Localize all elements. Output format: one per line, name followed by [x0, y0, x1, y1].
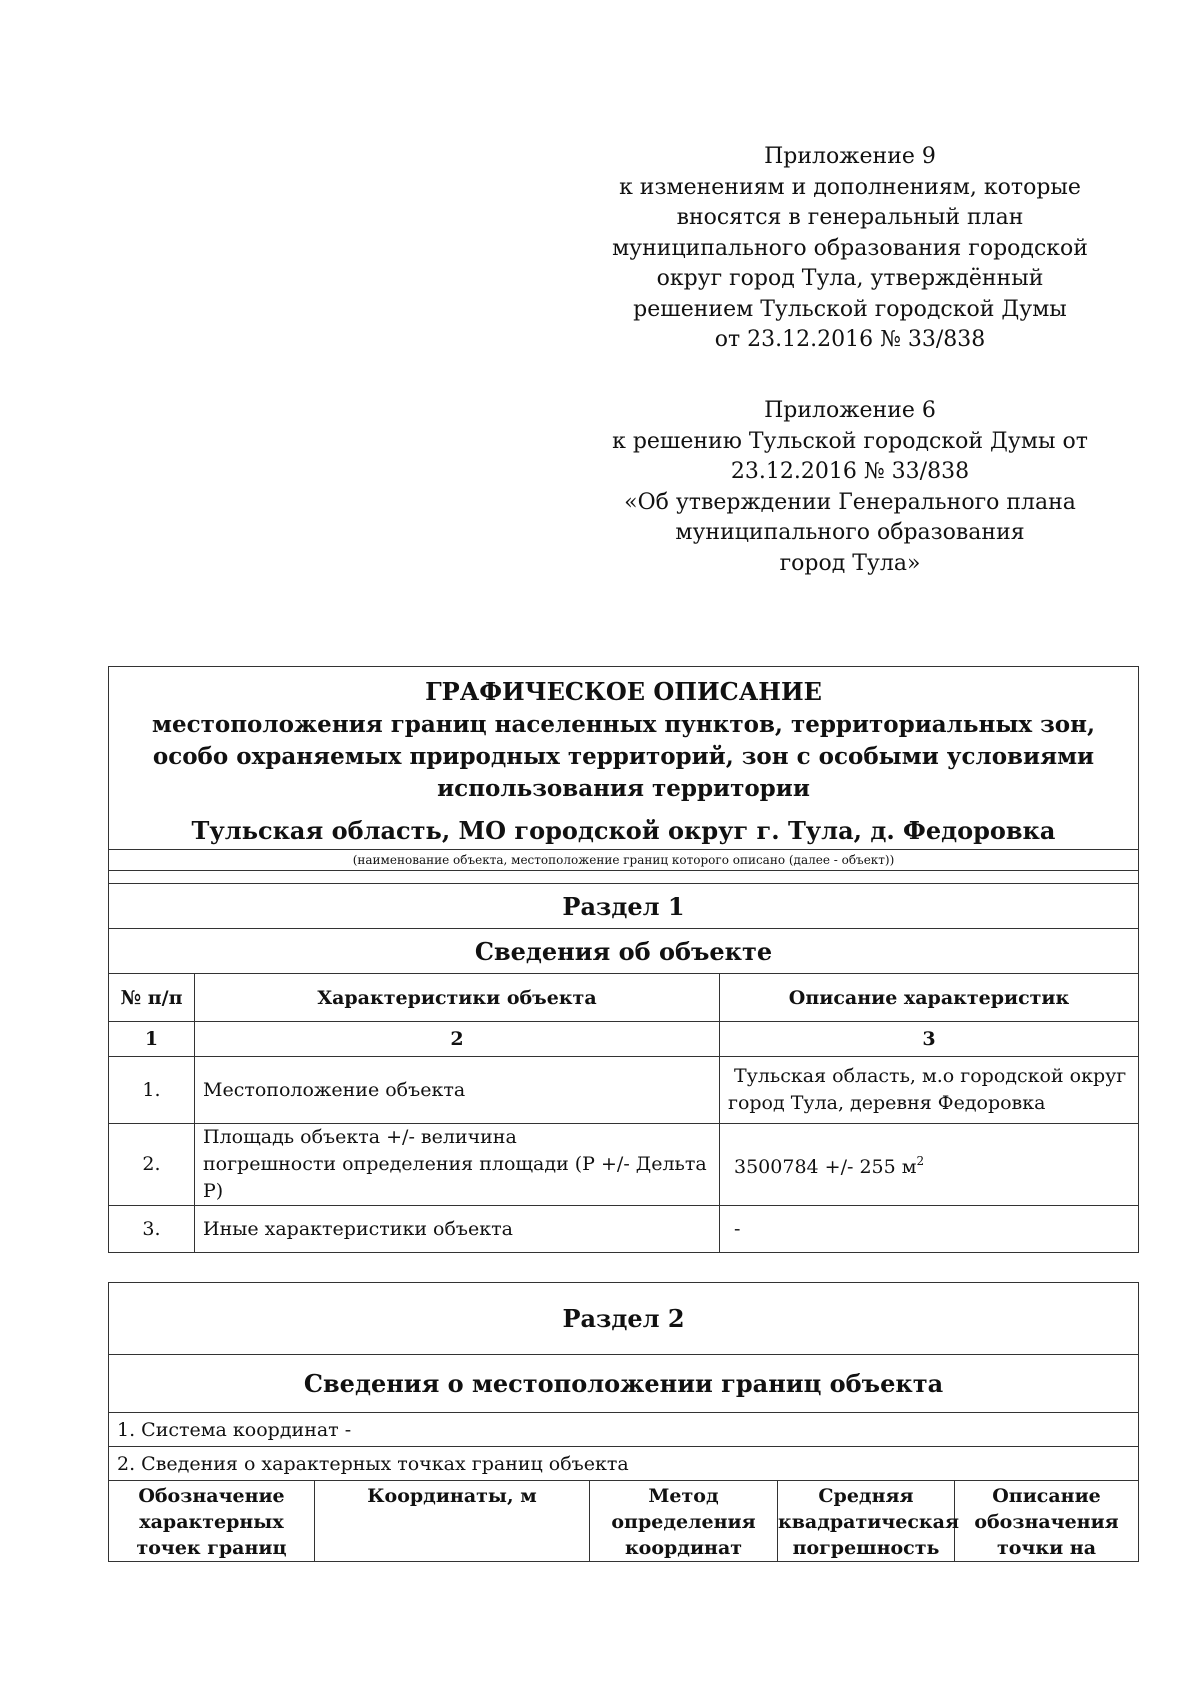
section-1-title: Раздел 1 — [109, 884, 1139, 929]
object-name: Тульская область, МО городской округ г. Тула, д. Федоровка — [191, 816, 1056, 845]
appendix-9-line: округ город Тула, утверждённый — [656, 266, 1044, 291]
description-line: Тульская область, м.о городской округ — [734, 1065, 1127, 1087]
document-title-cell — [109, 667, 1139, 850]
appendix-9-line: от 23.12.2016 № 33/838 — [714, 327, 986, 352]
document-title: ГРАФИЧЕСКОЕ ОПИСАНИЕ — [425, 677, 822, 706]
appendix-9-line: Приложение 9 — [764, 144, 936, 169]
appendix-6-line: 23.12.2016 № 33/838 — [730, 459, 970, 484]
appendix-9-line: муниципального образования городской — [612, 235, 1088, 261]
document-subtitle: местоположения границ населенных пунктов, территориальных зон, особо охраняемых природных территорий, зон с особыми условиями использования территории — [152, 711, 1095, 802]
table-row — [109, 1124, 1139, 1206]
section-1-subtitle: Сведения об объекте — [109, 929, 1139, 974]
appendix-6-line: «Об утверждении Генерального плана — [624, 489, 1076, 515]
appendix-6-line: Приложение 6 — [764, 398, 936, 423]
area-unit-superscript: 2 — [916, 1154, 925, 1169]
coordinate-system: 1. Система координат - — [109, 1413, 1139, 1447]
section-2-table — [108, 1282, 1139, 1562]
column-header-point-description: Описание обозначения точки на — [955, 1481, 1139, 1562]
row-characteristic: Местоположение объекта — [195, 1057, 720, 1124]
appendix-6-header — [600, 396, 1100, 579]
column-header-method: Метод определения координат — [590, 1481, 778, 1562]
area-value: 3500784 +/- 255 м — [734, 1155, 917, 1178]
row-number: 3. — [109, 1206, 195, 1253]
characteristic-line: погрешности определения площади (Р +/- Дельта Р) — [203, 1153, 707, 1202]
section-2-title: Раздел 2 — [109, 1283, 1139, 1355]
appendix-9-line: вносятся в генеральный план — [676, 205, 1024, 230]
spacer — [109, 871, 1139, 884]
appendix-6-line: город Тула» — [779, 550, 921, 576]
row-number: 1. — [109, 1057, 195, 1124]
column-header-error: Средняя квадратическая погрешность — [778, 1481, 955, 1562]
row-characteristic — [195, 1124, 720, 1206]
table-row — [109, 1206, 1139, 1253]
row-characteristic: Иные характеристики объекта — [195, 1206, 720, 1253]
column-header-description: Описание характеристик — [720, 974, 1139, 1022]
row-description — [720, 1057, 1139, 1124]
column-header-number: № п/п — [109, 974, 195, 1022]
table-row — [109, 1057, 1139, 1124]
characteristic-line: Площадь объекта +/- величина — [203, 1126, 517, 1148]
description-line: город Тула, деревня Федоровка — [728, 1092, 1046, 1114]
appendix-6-line: муниципального образования — [675, 520, 1025, 545]
object-caption: (наименование объекта, местоположение границ которого описано (далее - объект)) — [109, 850, 1139, 871]
section-1-table — [108, 666, 1139, 1253]
column-number: 2 — [195, 1022, 720, 1057]
column-header-characteristics: Характеристики объекта — [195, 974, 720, 1022]
appendix-6-line: к решению Тульской городской Думы от — [612, 428, 1088, 454]
column-header-coordinates: Координаты, м — [315, 1481, 590, 1562]
appendix-9-line: решением Тульской городской Думы — [633, 296, 1067, 322]
column-number: 1 — [109, 1022, 195, 1057]
appendix-9-line: к изменениям и дополнениям, которые — [619, 174, 1081, 200]
appendix-9-header — [600, 142, 1100, 356]
section-2-subtitle: Сведения о местоположении границ объекта — [109, 1355, 1139, 1413]
row-description — [720, 1124, 1139, 1206]
column-number: 3 — [720, 1022, 1139, 1057]
points-heading: 2. Сведения о характерных точках границ объекта — [109, 1447, 1139, 1481]
row-number: 2. — [109, 1124, 195, 1206]
column-header-point-designation: Обозначение характерных точек границ — [109, 1481, 315, 1562]
row-description: - — [720, 1206, 1139, 1253]
